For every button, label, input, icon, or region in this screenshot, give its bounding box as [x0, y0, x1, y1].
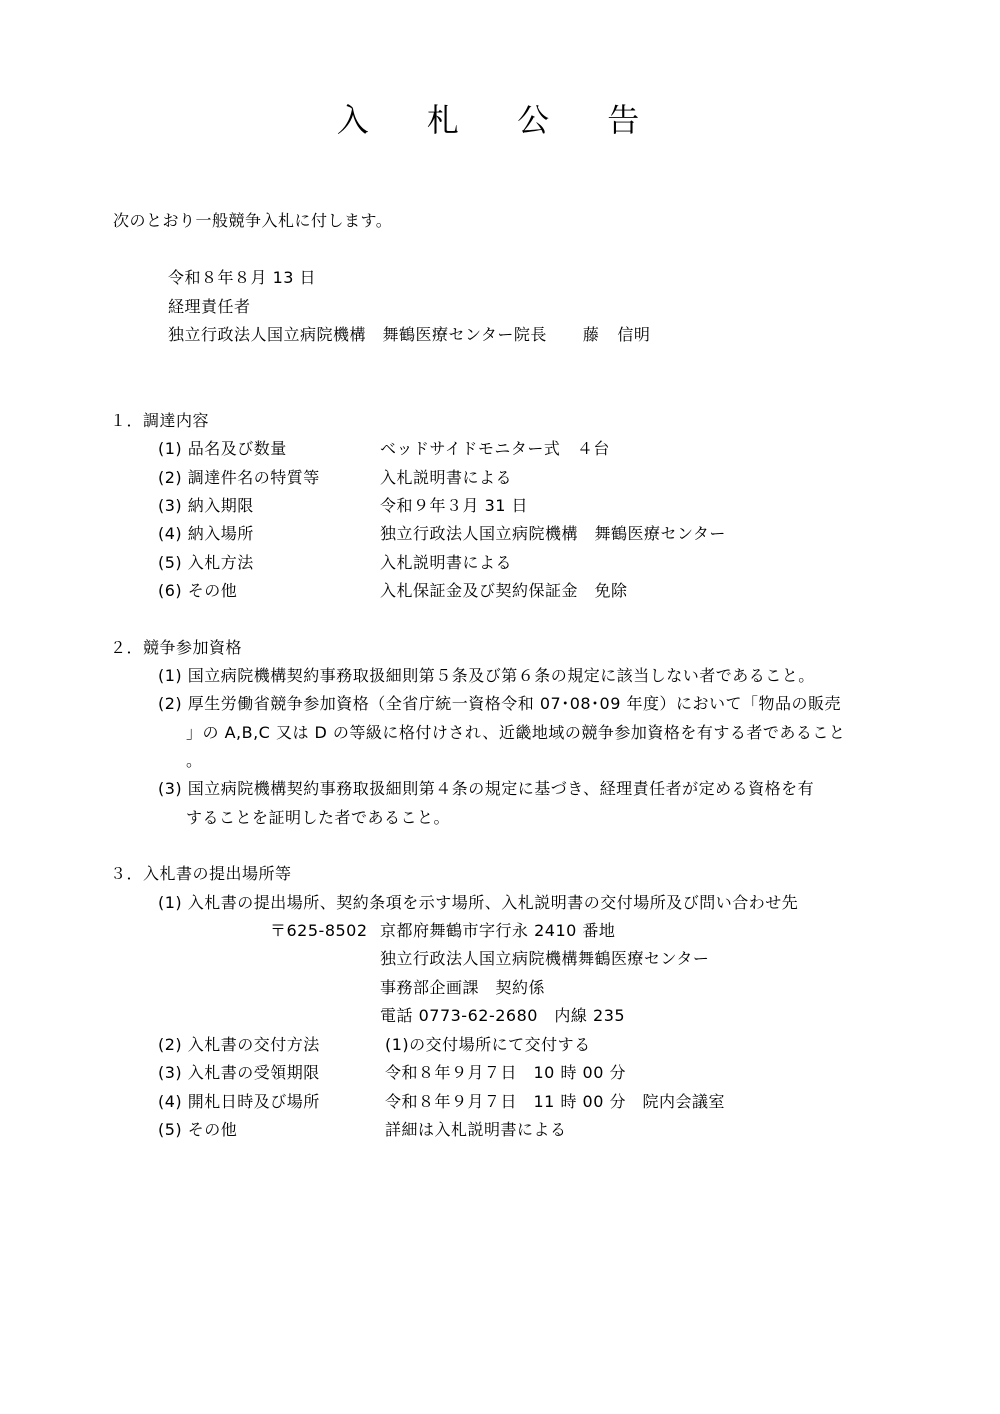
section3-item-value: 詳細は入札説明書による [385, 1120, 567, 1139]
section1-item-value: ベッドサイドモニター式 ４台 [380, 439, 610, 458]
contact-org: 独立行政法人国立病院機構舞鶴医療センター [380, 949, 710, 968]
document-title: 入 札 公 告 [336, 101, 664, 139]
section1-item-label: (2) 調達件名の特質等 [158, 468, 320, 487]
issue-date: 令和８年８月 13 日 [168, 268, 317, 287]
section2-item-2-line-3: 。 [186, 751, 203, 770]
address: 京都府舞鶴市字行永 2410 番地 [380, 921, 616, 940]
section3-item-label: (4) 開札日時及び場所 [158, 1092, 320, 1111]
section2-heading: ２．競争参加資格 [110, 638, 243, 657]
section3-item-value: (1)の交付場所にて交付する [385, 1035, 591, 1054]
section3-heading: ３．入札書の提出場所等 [110, 864, 292, 883]
section1-item-value: 入札保証金及び契約保証金 免除 [380, 581, 628, 600]
section1-item-label: (1) 品名及び数量 [158, 439, 287, 458]
section1-item-label: (3) 納入期限 [158, 496, 254, 515]
section1-item-value: 独立行政法人国立病院機構 舞鶴医療センター [380, 524, 726, 543]
section3-item-label: (2) 入札書の交付方法 [158, 1035, 320, 1054]
intro-text: 次のとおり一般競争入札に付します。 [113, 211, 393, 230]
issuer-line [168, 325, 650, 345]
section3-item-label: (5) その他 [158, 1120, 238, 1139]
issuer-org: 独立行政法人国立病院機構 舞鶴医療センター院長 [168, 325, 547, 344]
section3-item-value: 令和８年９月７日 10 時 00 分 [385, 1063, 626, 1082]
contact-phone: 電話 0773-62-2680 内線 235 [380, 1006, 626, 1025]
section2-item-1: (1) 国立病院機構契約事務取扱細則第５条及び第６条の規定に該当しない者であること。 [158, 666, 815, 685]
section3-item-1: (1) 入札書の提出場所、契約条項を示す場所、入札説明書の交付場所及び問い合わせ先 [158, 893, 799, 912]
section2-item-3-line-2: することを証明した者であること。 [186, 808, 451, 827]
issuer-name-family: 藤 [582, 325, 600, 344]
section2-item-2-line-1: (2) 厚生労働省競争参加資格（全省庁統一資格令和 07･08･09 年度）において「物品の販売 [158, 694, 842, 713]
section3-item-label: (3) 入札書の受領期限 [158, 1063, 320, 1082]
issuer-name-given: 信明 [617, 325, 651, 344]
contact-dept: 事務部企画課 契約係 [380, 978, 546, 997]
section2-item-3-line-1: (3) 国立病院機構契約事務取扱細則第４条の規定に基づき、経理責任者が定める資格を有 [158, 779, 815, 798]
section1-item-label: (4) 納入場所 [158, 524, 254, 543]
section3-item-value: 令和８年９月７日 11 時 00 分 院内会議室 [385, 1092, 725, 1111]
section1-item-value: 入札説明書による [380, 553, 513, 572]
section1-item-label: (6) その他 [158, 581, 238, 600]
section2-item-2-line-2: 」の A,B,C 又は D の等級に格付けされ、近畿地域の競争参加資格を有する者であること [186, 723, 846, 742]
issuer-role: 経理責任者 [168, 297, 251, 316]
section1-item-value: 令和９年３月 31 日 [380, 496, 529, 515]
section1-heading: １．調達内容 [110, 411, 210, 430]
section1-item-value: 入札説明書による [380, 468, 513, 487]
section1-item-label: (5) 入札方法 [158, 553, 254, 572]
postal-code: 〒625-8502 [270, 921, 368, 940]
